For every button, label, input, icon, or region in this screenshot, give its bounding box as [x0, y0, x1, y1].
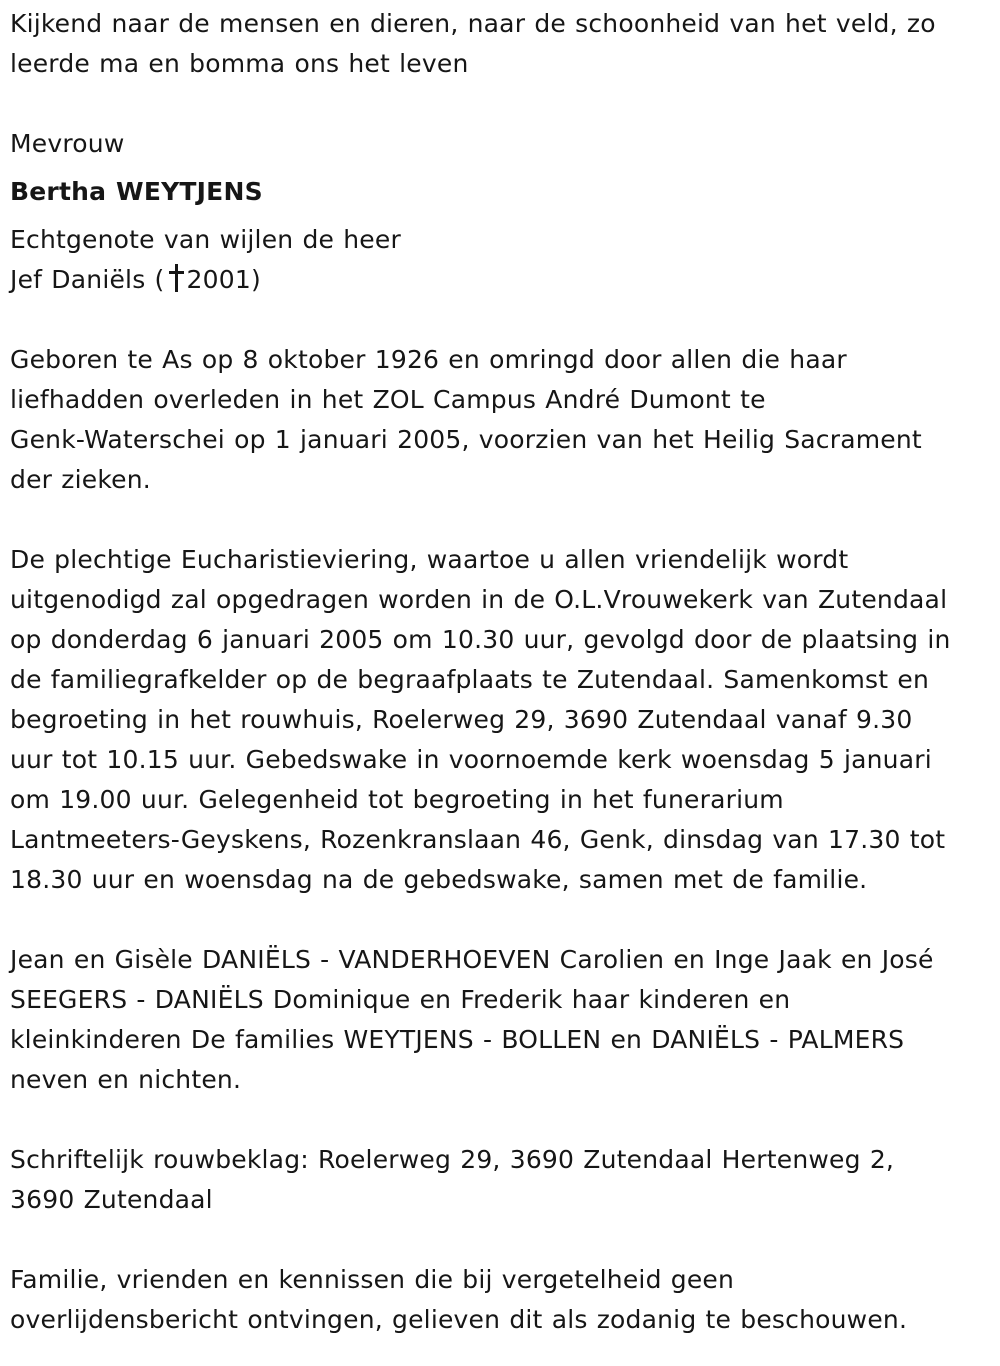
notice-line: overlijdensbericht ontvingen, gelieven dit als zodanig te beschouwen.: [10, 1305, 908, 1334]
paragraph-gap: [10, 500, 994, 540]
condolences-line: Schriftelijk rouwbeklag: Roelerweg 29, 3690 Zutendaal Hertenweg 2,: [10, 1145, 895, 1174]
family-line: Jean en Gisèle DANIËLS - VANDERHOEVEN Carolien en Inge Jaak en José: [10, 945, 934, 974]
paragraph-gap: [10, 1100, 994, 1140]
ceremony-line: uur tot 10.15 uur. Gebedswake in voornoemde kerk woensdag 5 januari: [10, 745, 932, 774]
notice-paragraph: [10, 1260, 994, 1340]
condolences-line: 3690 Zutendaal: [10, 1185, 213, 1214]
family-line: SEEGERS - DANIËLS Dominique en Frederik haar kinderen en: [10, 985, 791, 1014]
death-notice: [10, 4, 994, 1340]
family-line: neven en nichten.: [10, 1065, 242, 1094]
birth-death-paragraph: [10, 340, 994, 500]
intro-line: Kijkend naar de mensen en dieren, naar de schoonheid van het veld, zo: [10, 9, 936, 38]
birth-death-line: Genk-Waterschei op 1 januari 2005, voorzien van het Heilig Sacrament: [10, 425, 922, 454]
family-line: kleinkinderen De families WEYTJENS - BOLLEN en DANIËLS - PALMERS: [10, 1025, 905, 1054]
birth-death-line: der zieken.: [10, 465, 151, 494]
paragraph-gap: [10, 84, 994, 124]
ceremony-line: begroeting in het rouwhuis, Roelerweg 29, 3690 Zutendaal vanaf 9.30: [10, 705, 913, 734]
spouse-death-year: 2001): [186, 265, 261, 294]
paragraph-gap: [10, 300, 994, 340]
paragraph-gap: [10, 900, 994, 940]
notice-line: Familie, vrienden en kennissen die bij vergetelheid geen: [10, 1265, 735, 1294]
intro-paragraph: [10, 4, 994, 84]
header-block: [10, 124, 994, 300]
deceased-name: Bertha WEYTJENS: [10, 177, 263, 206]
family-paragraph: [10, 940, 994, 1100]
spouse-name: Jef Daniëls (: [10, 265, 165, 294]
paragraph-gap: [10, 1220, 994, 1260]
ceremony-line: De plechtige Eucharistieviering, waartoe u allen vriendelijk wordt: [10, 545, 849, 574]
honorific: Mevrouw: [10, 129, 125, 158]
ceremony-line: de familiegrafkelder op de begraafplaats te Zutendaal. Samenkomst en: [10, 665, 929, 694]
cross-icon: [167, 264, 185, 292]
ceremony-line: uitgenodigd zal opgedragen worden in de O.L.Vrouwekerk van Zutendaal: [10, 585, 948, 614]
condolences-paragraph: [10, 1140, 994, 1220]
spouse-name-line: [10, 260, 994, 300]
birth-death-line: Geboren te As op 8 oktober 1926 en omringd door allen die haar: [10, 345, 847, 374]
spouse-line: Echtgenote van wijlen de heer: [10, 225, 401, 254]
ceremony-line: Lantmeeters-Geyskens, Rozenkranslaan 46, Genk, dinsdag van 17.30 tot: [10, 825, 946, 854]
ceremony-line: op donderdag 6 januari 2005 om 10.30 uur, gevolgd door de plaatsing in: [10, 625, 951, 654]
ceremony-paragraph: [10, 540, 994, 900]
intro-line: leerde ma en bomma ons het leven: [10, 49, 469, 78]
ceremony-line: 18.30 uur en woensdag na de gebedswake, samen met de familie.: [10, 865, 868, 894]
birth-death-line: liefhadden overleden in het ZOL Campus André Dumont te: [10, 385, 766, 414]
ceremony-line: om 19.00 uur. Gelegenheid tot begroeting in het funerarium: [10, 785, 784, 814]
